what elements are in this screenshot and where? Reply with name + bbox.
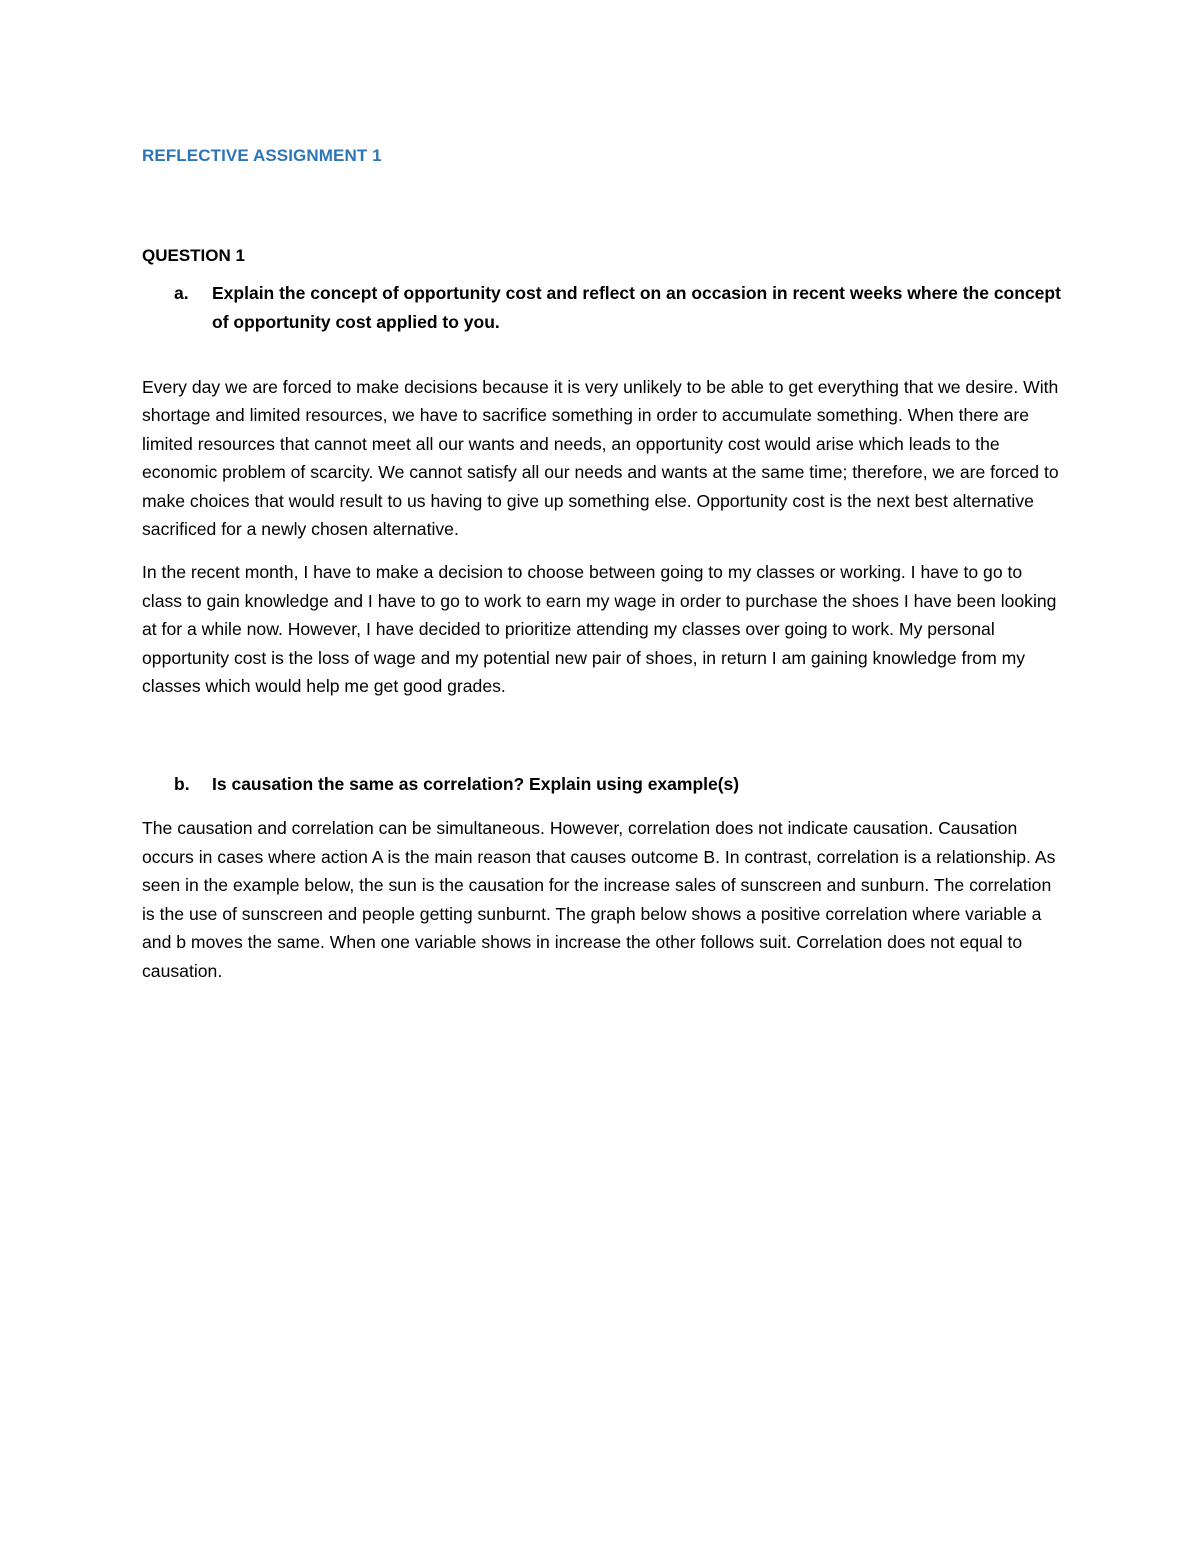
answer-b-paragraph: The causation and correlation can be simultaneous. However, correlation does not indicate causation. Causation occurs in cases where action A is the main reason that causes outcome B. In contrast, correlation is a relationship. As seen in the example below, the sun is the causation for the increase sales of sunscreen and sunburn. The correlation is the use of sunscreen and people getting sunburnt. The graph below shows a positive correlation where variable a and b moves the same. When one variable shows in increase the other follows suit. Correlation does not equal to causation. xyxy=(142,818,1056,981)
question-b-letter: b. xyxy=(174,774,190,795)
question-b xyxy=(142,770,1062,799)
question-a xyxy=(142,279,1062,337)
question-a-text: Explain the concept of opportunity cost and reflect on an occasion in recent weeks where the concept of opportunity cost applied to you. xyxy=(212,283,1061,332)
answer-a-paragraph-2: In the recent month, I have to make a decision to choose between going to my classes or working. I have to go to class to gain knowledge and I have to go to work to earn my wage in order to purchase the shoes I have been looking at for a while now. However, I have decided to prioritize attending my classes over going to work. My personal opportunity cost is the loss of wage and my potential new pair of shoes, in return I am gaining knowledge from my classes which would help me get good grades. xyxy=(142,562,1057,697)
question-a-letter: a. xyxy=(174,283,189,303)
document-title: REFLECTIVE ASSIGNMENT 1 xyxy=(142,146,382,165)
question-heading: QUESTION 1 xyxy=(142,246,245,265)
question-b-text: Is causation the same as correlation? Explain using example(s) xyxy=(212,774,740,795)
document-body xyxy=(142,146,1062,985)
answer-a-paragraph-1: Every day we are forced to make decisions because it is very unlikely to be able to get everything that we desire. With shortage and limited resources, we have to sacrifice something in order to accumulate something. When there are limited resources that cannot meet all our wants and needs, an opportunity cost would arise which leads to the economic problem of scarcity. We cannot satisfy all our needs and wants at the same time; therefore, we are forced to make choices that would result to us having to give up something else. Opportunity cost is the next best alternative sacrificed for a newly chosen alternative. xyxy=(142,377,1059,540)
